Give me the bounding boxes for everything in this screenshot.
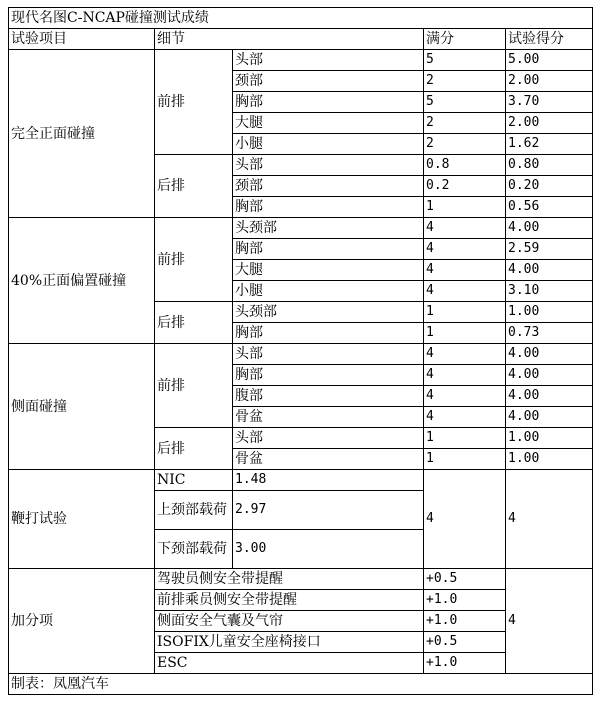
whiplash-full-score: 4 xyxy=(424,470,506,569)
body-part: 胸部 xyxy=(233,92,424,113)
bonus-test-score: 4 xyxy=(506,569,593,674)
whiplash-metric: 上颈部载荷 xyxy=(155,491,233,530)
seat-label-front: 前排 xyxy=(155,50,233,155)
test-score: 4.00 xyxy=(506,386,593,407)
crash-test-score-table xyxy=(8,7,593,695)
body-part: 大腿 xyxy=(233,260,424,281)
header-row xyxy=(9,29,593,50)
table-row xyxy=(9,470,593,491)
body-part: 头颈部 xyxy=(233,218,424,239)
body-part: 大腿 xyxy=(233,113,424,134)
body-part: 小腿 xyxy=(233,134,424,155)
bonus-item: 前排乘员侧安全带提醒 xyxy=(155,590,424,611)
test-score: 1.62 xyxy=(506,134,593,155)
bonus-full-score: +1.0 xyxy=(424,653,506,674)
test-score: 3.10 xyxy=(506,281,593,302)
body-part: 骨盆 xyxy=(233,407,424,428)
full-score: 1 xyxy=(424,197,506,218)
full-score: 4 xyxy=(424,260,506,281)
full-score: 4 xyxy=(424,281,506,302)
test-score: 0.80 xyxy=(506,155,593,176)
bonus-full-score: +1.0 xyxy=(424,611,506,632)
whiplash-value: 1.48 xyxy=(233,470,424,491)
full-score: 0.2 xyxy=(424,176,506,197)
bonus-full-score: +0.5 xyxy=(424,569,506,590)
full-score: 4 xyxy=(424,344,506,365)
title-row xyxy=(9,8,593,29)
test-score: 0.73 xyxy=(506,323,593,344)
body-part: 颈部 xyxy=(233,176,424,197)
header-score: 试验得分 xyxy=(506,29,593,50)
group-label-bonus: 加分项 xyxy=(9,569,155,674)
body-part: 腹部 xyxy=(233,386,424,407)
test-score: 2.59 xyxy=(506,239,593,260)
bonus-item: ISOFIX儿童安全座椅接口 xyxy=(155,632,424,653)
whiplash-value: 3.00 xyxy=(233,530,424,569)
test-score: 4.00 xyxy=(506,365,593,386)
test-score: 3.70 xyxy=(506,92,593,113)
table-row xyxy=(9,569,593,590)
full-score: 4 xyxy=(424,218,506,239)
table-title: 现代名图C-NCAP碰撞测试成绩 xyxy=(9,8,593,29)
full-score: 1 xyxy=(424,323,506,344)
group-label-whiplash: 鞭打试验 xyxy=(9,470,155,569)
test-score: 1.00 xyxy=(506,428,593,449)
body-part: 头部 xyxy=(233,155,424,176)
bonus-full-score: +0.5 xyxy=(424,632,506,653)
full-score: 0.8 xyxy=(424,155,506,176)
footer-row xyxy=(9,674,593,695)
bonus-item: ESC xyxy=(155,653,424,674)
header-item: 试验项目 xyxy=(9,29,155,50)
whiplash-value: 2.97 xyxy=(233,491,424,530)
table-footer: 制表：凤凰汽车 xyxy=(9,674,593,695)
header-detail: 细节 xyxy=(155,29,424,50)
full-score: 4 xyxy=(424,239,506,260)
bonus-item: 侧面安全气囊及气帘 xyxy=(155,611,424,632)
bonus-full-score: +1.0 xyxy=(424,590,506,611)
group-label-offset-frontal: 40%正面偏置碰撞 xyxy=(9,218,155,344)
test-score: 1.00 xyxy=(506,449,593,470)
full-score: 4 xyxy=(424,386,506,407)
test-score: 4.00 xyxy=(506,407,593,428)
full-score: 4 xyxy=(424,407,506,428)
seat-label-front: 前排 xyxy=(155,344,233,428)
whiplash-test-score: 4 xyxy=(506,470,593,569)
body-part: 颈部 xyxy=(233,71,424,92)
test-score: 4.00 xyxy=(506,344,593,365)
full-score: 1 xyxy=(424,428,506,449)
table-row xyxy=(9,344,593,365)
full-score: 5 xyxy=(424,50,506,71)
test-score: 0.56 xyxy=(506,197,593,218)
body-part: 胸部 xyxy=(233,365,424,386)
test-score: 5.00 xyxy=(506,50,593,71)
table-row xyxy=(9,218,593,239)
body-part: 头部 xyxy=(233,428,424,449)
group-label-side: 侧面碰撞 xyxy=(9,344,155,470)
test-score: 4.00 xyxy=(506,218,593,239)
body-part: 胸部 xyxy=(233,197,424,218)
seat-label-front: 前排 xyxy=(155,218,233,302)
seat-label-rear: 后排 xyxy=(155,428,233,470)
bonus-item: 驾驶员侧安全带提醒 xyxy=(155,569,424,590)
full-score: 5 xyxy=(424,92,506,113)
group-label-full-frontal: 完全正面碰撞 xyxy=(9,50,155,218)
body-part: 胸部 xyxy=(233,323,424,344)
full-score: 2 xyxy=(424,113,506,134)
seat-label-rear: 后排 xyxy=(155,155,233,218)
score-table-container xyxy=(8,7,592,695)
body-part: 胸部 xyxy=(233,239,424,260)
test-score: 2.00 xyxy=(506,71,593,92)
whiplash-metric: 下颈部载荷 xyxy=(155,530,233,569)
full-score: 1 xyxy=(424,302,506,323)
full-score: 4 xyxy=(424,365,506,386)
full-score: 2 xyxy=(424,71,506,92)
body-part: 头部 xyxy=(233,344,424,365)
body-part: 小腿 xyxy=(233,281,424,302)
full-score: 2 xyxy=(424,134,506,155)
header-full: 满分 xyxy=(424,29,506,50)
seat-label-rear: 后排 xyxy=(155,302,233,344)
whiplash-metric: NIC xyxy=(155,470,233,491)
table-row xyxy=(9,50,593,71)
test-score: 2.00 xyxy=(506,113,593,134)
body-part: 骨盆 xyxy=(233,449,424,470)
full-score: 1 xyxy=(424,449,506,470)
body-part: 头颈部 xyxy=(233,302,424,323)
body-part: 头部 xyxy=(233,50,424,71)
test-score: 0.20 xyxy=(506,176,593,197)
test-score: 4.00 xyxy=(506,260,593,281)
test-score: 1.00 xyxy=(506,302,593,323)
